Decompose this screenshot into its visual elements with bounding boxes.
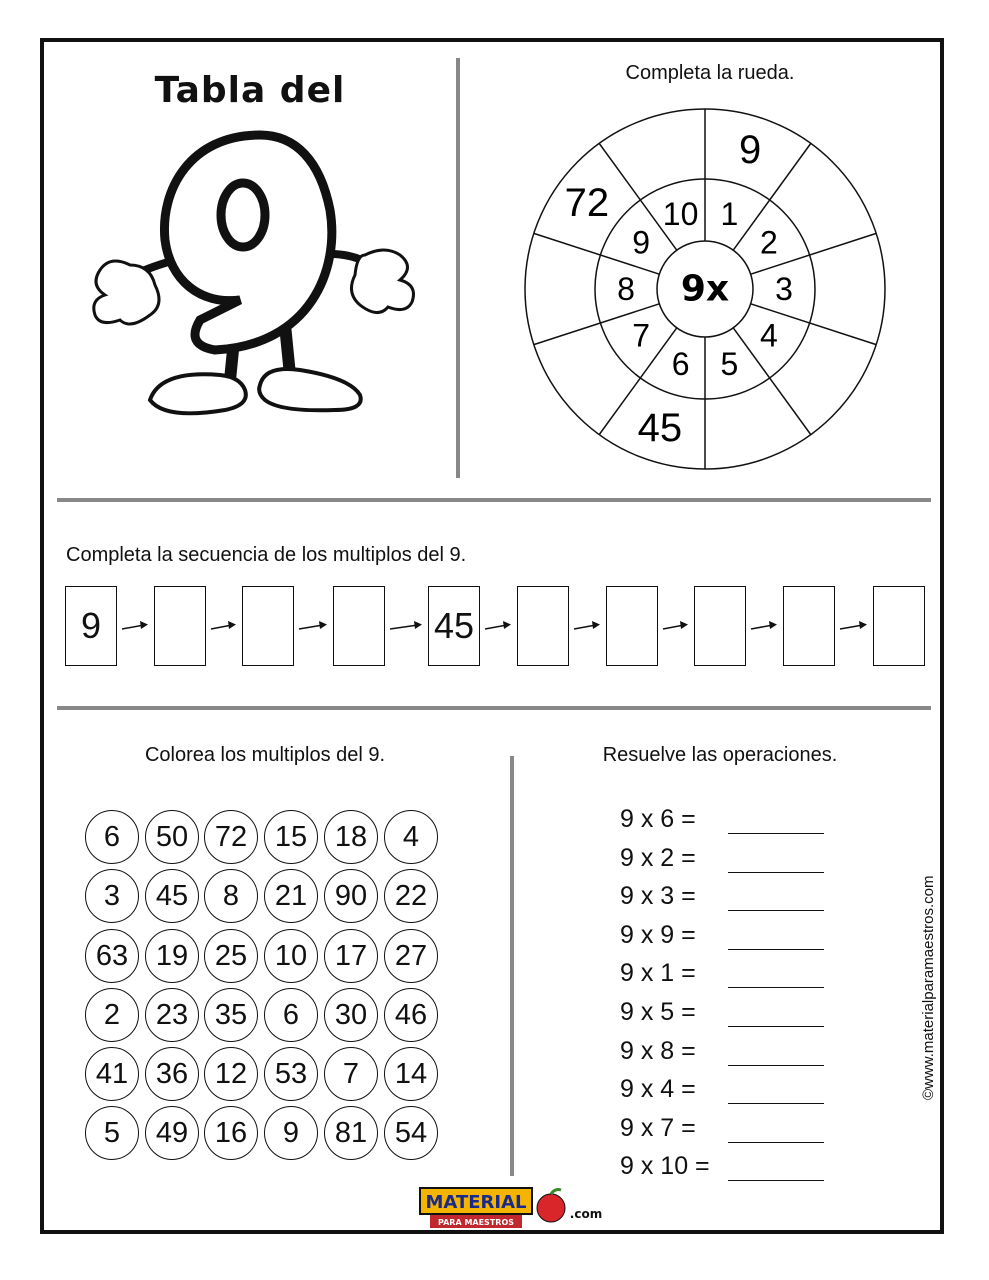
operation-row <box>620 800 824 834</box>
operations-caption: Resuelve las operaciones. <box>602 744 838 766</box>
divider-vertical-top <box>456 58 460 478</box>
wheel-inner-number: 8 <box>617 271 635 307</box>
operation-row <box>620 839 824 873</box>
sequence-box-empty[interactable] <box>517 586 569 666</box>
number-circle[interactable]: 23 <box>145 988 199 1042</box>
operation-row <box>620 916 824 950</box>
operation-row <box>620 954 824 988</box>
divider-horizontal-1 <box>57 498 931 502</box>
arrow-right-icon <box>296 619 329 633</box>
number-circle[interactable]: 17 <box>324 929 378 983</box>
color-grid-caption: Colorea los multiplos del 9. <box>144 744 386 766</box>
number-circle[interactable]: 36 <box>145 1047 199 1101</box>
operation-row <box>620 1032 824 1066</box>
sequence-caption: Completa la secuencia de los multiplos del 9. <box>66 544 467 566</box>
number-circle[interactable]: 72 <box>204 810 258 864</box>
number-circle[interactable]: 21 <box>264 869 318 923</box>
answer-blank[interactable] <box>728 1006 824 1027</box>
number-circle[interactable]: 16 <box>204 1106 258 1160</box>
sequence-box-empty[interactable] <box>606 586 658 666</box>
svg-text:PARA MAESTROS: PARA MAESTROS <box>437 1218 515 1227</box>
number-circle[interactable]: 25 <box>204 929 258 983</box>
arrow-right-icon <box>119 619 150 633</box>
divider-horizontal-2 <box>57 706 931 710</box>
number-circle[interactable]: 49 <box>145 1106 199 1160</box>
operation-label: 9 x 5 = <box>620 998 696 1026</box>
operation-label: 9 x 1 = <box>620 959 696 988</box>
number-circle[interactable]: 10 <box>264 929 318 983</box>
number-circle[interactable]: 6 <box>264 988 318 1042</box>
number-circle[interactable]: 18 <box>324 810 378 864</box>
wheel-inner-number: 6 <box>671 346 690 383</box>
arrow-right-icon <box>571 619 602 633</box>
number-circle[interactable]: 41 <box>85 1047 139 1101</box>
wheel-inner-number: 5 <box>720 346 739 383</box>
number-circle[interactable]: 15 <box>264 810 318 864</box>
number-circle[interactable]: 2 <box>85 988 139 1042</box>
number-circle[interactable]: 14 <box>384 1047 438 1101</box>
answer-blank[interactable] <box>728 852 824 873</box>
operation-label: 9 x 8 = <box>620 1036 696 1065</box>
divider-vertical-bottom <box>510 756 514 1176</box>
operation-row <box>620 877 824 911</box>
number-circle[interactable]: 12 <box>204 1047 258 1101</box>
answer-blank[interactable] <box>728 1045 824 1066</box>
operation-row <box>620 1070 824 1104</box>
answer-blank[interactable] <box>728 813 824 834</box>
wheel-inner-number: 4 <box>760 317 778 354</box>
wheel-center-label: 9x <box>680 268 730 310</box>
number-circle[interactable]: 45 <box>145 869 199 923</box>
operation-label: 9 x 9 = <box>620 920 696 949</box>
operation-label: 9 x 3 = <box>620 882 696 911</box>
svg-text:.com: .com <box>569 1207 603 1221</box>
sequence-box-filled: 45 <box>428 586 480 666</box>
number-circle[interactable]: 53 <box>264 1047 318 1101</box>
number-circle[interactable]: 63 <box>85 929 139 983</box>
arrow-right-icon <box>748 619 779 633</box>
number-circle[interactable]: 3 <box>85 869 139 923</box>
operation-label: 9 x 2 = <box>620 843 696 872</box>
operation-row <box>620 1147 824 1181</box>
operation-label: 9 x 7 = <box>620 1113 696 1142</box>
wheel-caption: Completa la rueda. <box>625 62 795 84</box>
operation-label: 9 x 10 = <box>620 1152 710 1181</box>
wheel-inner-number: 7 <box>632 317 650 354</box>
operation-label: 9 x 4 = <box>620 1075 696 1104</box>
number-circle[interactable]: 22 <box>384 869 438 923</box>
number-circle[interactable]: 8 <box>204 869 258 923</box>
sequence-box-empty[interactable] <box>333 586 385 666</box>
sequence-box-empty[interactable] <box>242 586 294 666</box>
wheel-inner-number: 1 <box>720 195 739 232</box>
answer-blank[interactable] <box>728 929 824 950</box>
answer-blank[interactable] <box>728 1083 824 1104</box>
number-circle[interactable]: 54 <box>384 1106 438 1160</box>
number-circle[interactable]: 27 <box>384 929 438 983</box>
arrow-right-icon <box>482 619 513 633</box>
number-circle[interactable]: 6 <box>85 810 139 864</box>
answer-blank[interactable] <box>728 1160 824 1181</box>
sequence-box-filled: 9 <box>65 586 117 666</box>
answer-blank[interactable] <box>728 967 824 988</box>
arrow-right-icon <box>660 619 690 633</box>
arrow-right-icon <box>837 619 869 633</box>
sequence-box-empty[interactable] <box>154 586 206 666</box>
material-para-maestros-logo <box>418 1186 608 1232</box>
wheel-inner-number: 9 <box>632 224 650 261</box>
operation-label: 9 x 6 = <box>620 805 696 833</box>
answer-blank[interactable] <box>728 1122 824 1143</box>
website-credit: ©www.materialparamaestros.com <box>920 875 937 1100</box>
arrow-right-icon <box>387 619 424 633</box>
sequence-box-empty[interactable] <box>694 586 746 666</box>
wheel-inner-number: 2 <box>760 224 778 261</box>
answer-blank[interactable] <box>728 890 824 911</box>
number-circle[interactable]: 7 <box>324 1047 378 1101</box>
number-circle[interactable]: 30 <box>324 988 378 1042</box>
sequence-box-empty[interactable] <box>873 586 925 666</box>
number-circle[interactable]: 5 <box>85 1106 139 1160</box>
wheel-outer-number: 9 <box>738 128 762 173</box>
number-circle[interactable]: 9 <box>264 1106 318 1160</box>
number-circle[interactable]: 4 <box>384 810 438 864</box>
operation-row <box>620 993 824 1027</box>
operation-row <box>620 1109 824 1143</box>
wheel-inner-number: 3 <box>775 271 793 307</box>
page-title: Tabla del <box>154 70 346 111</box>
number-circle[interactable]: 19 <box>145 929 199 983</box>
wheel-outer-number: 45 <box>637 405 683 450</box>
wheel-outer-number: 72 <box>564 181 610 226</box>
number-circle[interactable]: 35 <box>204 988 258 1042</box>
multiplication-wheel <box>520 104 890 474</box>
wheel-inner-number: 10 <box>662 195 699 232</box>
svg-text:MATERIAL: MATERIAL <box>425 1192 527 1213</box>
number-circle[interactable]: 81 <box>324 1106 378 1160</box>
sequence-box-empty[interactable] <box>783 586 835 666</box>
number-circle[interactable]: 90 <box>324 869 378 923</box>
number-circle[interactable]: 50 <box>145 810 199 864</box>
number-circle[interactable]: 46 <box>384 988 438 1042</box>
arrow-right-icon <box>208 619 238 633</box>
nine-character-illustration <box>80 130 440 430</box>
